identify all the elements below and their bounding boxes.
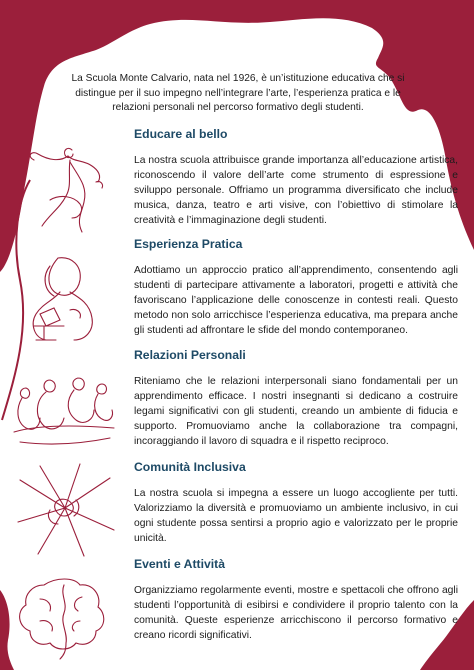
section-text: La nostra scuola attribuisce grande importanza all’educazione artistica, riconoscendo il valore dell’arte come strumento di espressione e sviluppo personale. Offriamo un programma diversificato che include musica, danza, teatro e arti visive, con l’obiettivo di stimolare la creatività e l’immaginazione degli studenti. — [134, 155, 458, 226]
section-relazioni-personali — [134, 348, 458, 450]
section-text: Adottiamo un approccio pratico all’apprendimento, consentendo agli studenti di partecipare attivamente a laboratori, progetti e attività che favoriscano l’applicazione delle conoscenze in contesti reali. Questo metodo non solo arricchisce l’esperienza educativa, ma prepara anche gli studenti ad affrontare le sfide del mondo contemporaneo. — [134, 265, 458, 336]
section-heading: Eventi e Attività — [134, 557, 225, 571]
group-of-people-line-art-icon — [10, 362, 120, 462]
joined-hands-line-art-icon — [10, 460, 120, 560]
student-microscope-line-art-icon — [10, 252, 120, 352]
section-text: Organizziamo regolarmente eventi, mostre e spettacoli che offrono agli studenti l’opportunità di esibirsi e condividere il proprio talento con la comunità. Queste esperienze arricchiscono il percorso formativo e creano ricordi significativi. — [134, 585, 458, 641]
section-esperienza-pratica — [134, 237, 458, 339]
section-heading: Educare al bello — [134, 127, 228, 141]
section-heading: Relazioni Personali — [134, 348, 246, 362]
page-title: I NOSTRI PUNTI DI FORZA — [113, 38, 361, 59]
section-heading: Esperienza Pratica — [134, 237, 243, 251]
brain-line-art-icon — [10, 565, 120, 665]
section-comunita-inclusiva — [134, 460, 458, 547]
section-text: La nostra scuola si impegna a essere un luogo accogliente per tutti. Valorizziamo la diversità e promuoviamo un ambiente inclusivo, in cui ogni studente possa sentirsi a proprio agio e valorizzato per le proprie unicità. — [134, 488, 458, 544]
section-heading: Comunità Inclusiva — [134, 460, 246, 474]
dancer-line-art-icon — [10, 140, 120, 240]
section-educare-al-bello — [134, 127, 458, 229]
section-eventi-e-attivita — [134, 557, 458, 644]
intro-paragraph: La Scuola Monte Calvario, nata nel 1926, è un’istituzione educativa che si distingue per il suo impegno nell’integrare l’arte, l’esperienza pratica e le relazioni personali nel percorso formativo degli studenti. — [71, 73, 405, 114]
section-text: Riteniamo che le relazioni interpersonali siano fondamentali per un apprendimento efficace. I nostri insegnanti si dedicano a costruire legami significativi con gli studenti, creando un ambiente di fiducia e supporto. Promuoviamo anche la collaborazione tra compagni, incoraggiando il lavoro di squadra e il rispetto reciproco. — [134, 376, 458, 447]
